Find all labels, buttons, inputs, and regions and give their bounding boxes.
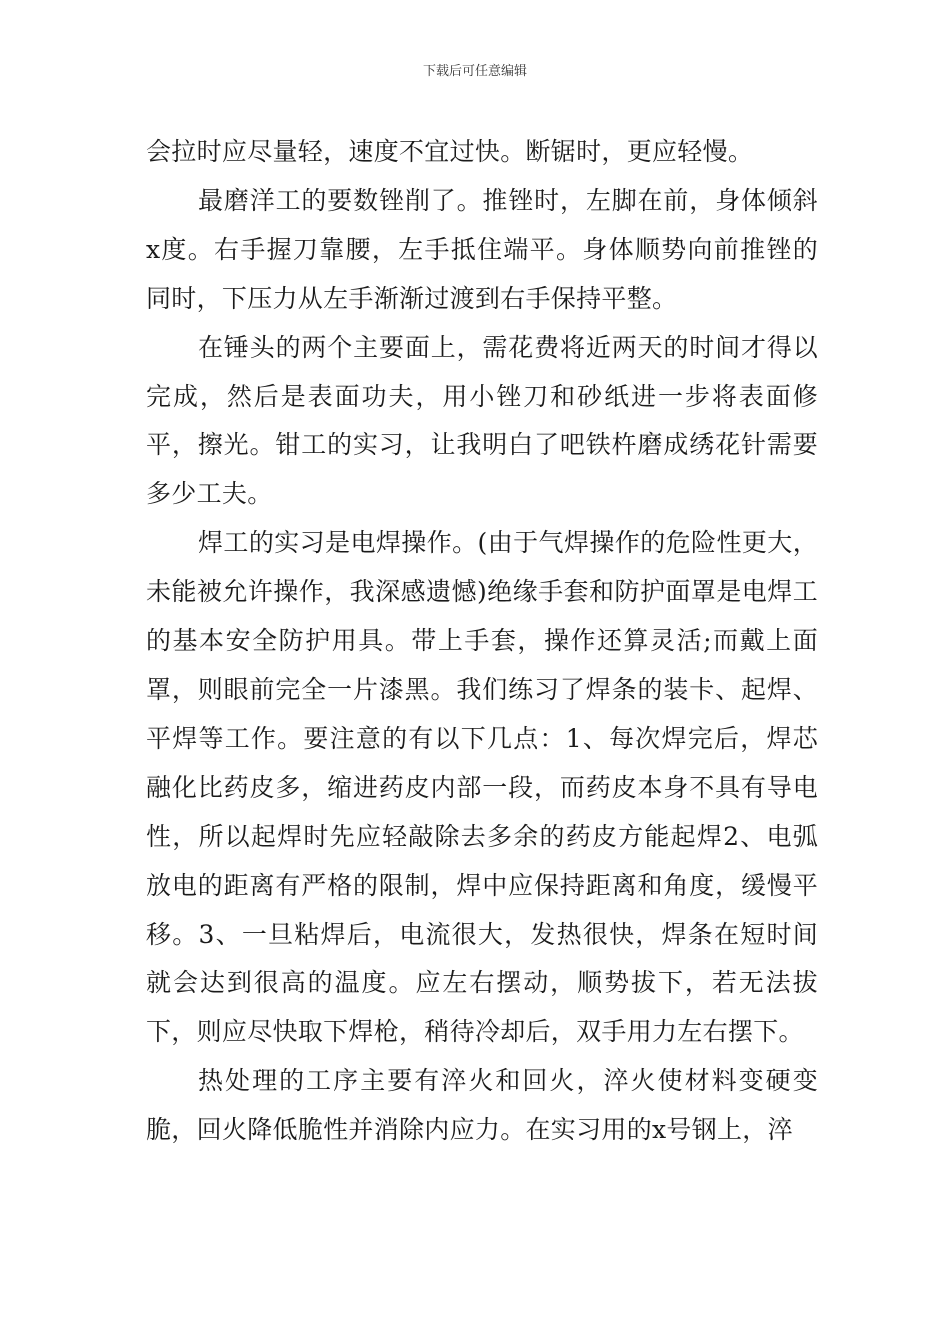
paragraph-filing: 最磨洋工的要数锉削了。推锉时，左脚在前，身体倾斜x度。右手握刀靠腰，左手抵住端平。身体顺势向前推锉的同时，下压力从左手渐渐过渡到右手保持平整。 [146,185,818,313]
paragraph-sawing-continued: 会拉时应尽量轻，速度不宜过快。断锯时，更应轻慢。 [146,137,754,166]
paragraph-heat-treatment: 热处理的工序主要有淬火和回火，淬火使材料变硬变脆，回火降低脆性并消除内应力。在实习用的x号钢上，淬 [146,1066,818,1145]
document-body [146,128,818,1155]
page-header: 下载后可任意编辑 [422,64,527,79]
paragraph-hammer-head: 在锤头的两个主要面上，需花费将近两天的时间才得以完成，然后是表面功夫，用小锉刀和砂纸进一步将表面修平，擦光。钳工的实习，让我明白了吧铁杵磨成绣花针需要多少工夫。 [146,332,818,509]
paragraph-welding: 焊工的实习是电焊操作。(由于气焊操作的危险性更大，未能被允许操作，我深感遗憾)绝缘手套和防护面罩是电焊工的基本安全防护用具。带上手套，操作还算灵活;而戴上面罩，则眼前完全一片漆黑。我们练习了焊条的装卡、起焊、平焊等工作。要注意的有以下几点：1、每次焊完后，焊芯融化比药皮多，缩进药皮内部一段，而药皮本身不具有导电性，所以起焊时先应轻敲除去多余的药皮方能起焊2、电弧放电的距离有严格的限制，焊中应保持距离和角度，缓慢平移。3、一旦粘焊后，电流很大，发热很快，焊条在短时间就会达到很高的温度。应左右摆动，顺势拔下，若无法拔下，则应尽快取下焊枪，稍待冷却后，双手用力左右摆下。 [146,528,818,1047]
